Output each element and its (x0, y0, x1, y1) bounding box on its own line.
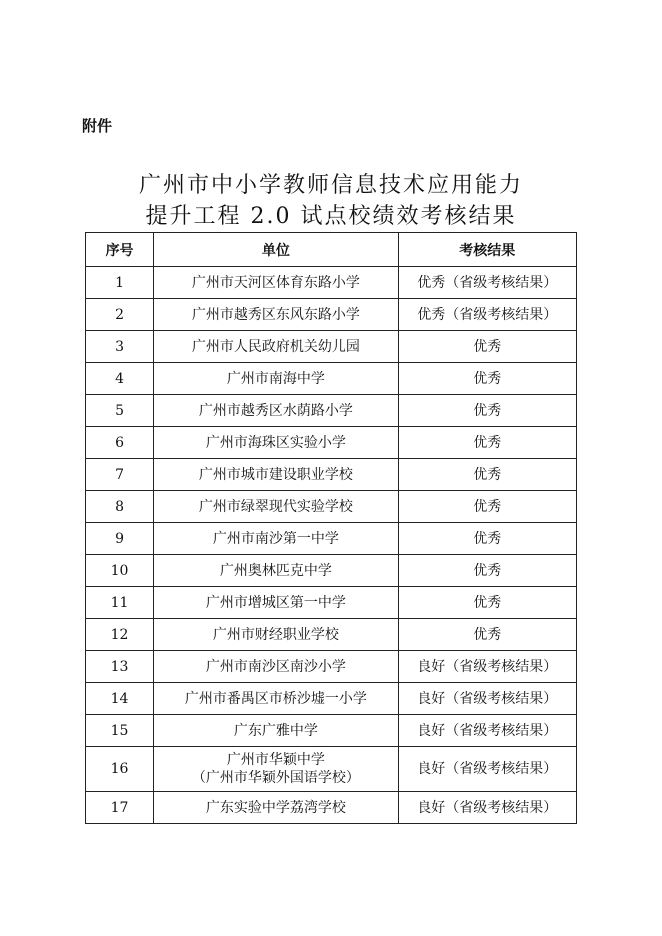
row-unit: 广东实验中学荔湾学校 (154, 792, 398, 824)
table-row (86, 619, 577, 651)
table-row (86, 792, 577, 824)
row-unit-line-1: 广州市华颖中学 (226, 752, 325, 768)
row-result: 优秀（省级考核结果） (398, 299, 576, 331)
row-number: 5 (86, 395, 154, 427)
row-result: 优秀 (398, 427, 576, 459)
row-unit: 广州市越秀区水荫路小学 (154, 395, 398, 427)
row-number: 16 (86, 747, 154, 792)
row-number: 9 (86, 523, 154, 555)
table-row (86, 715, 577, 747)
row-number: 11 (86, 587, 154, 619)
row-result: 优秀 (398, 363, 576, 395)
row-number: 7 (86, 459, 154, 491)
row-unit: 广州市番禺区市桥沙墟一小学 (154, 683, 398, 715)
row-result: 良好（省级考核结果） (398, 792, 576, 824)
table-row (86, 651, 577, 683)
row-result: 优秀 (398, 491, 576, 523)
row-unit: 广州市人民政府机关幼儿园 (154, 331, 398, 363)
table-row (86, 267, 577, 299)
row-number: 13 (86, 651, 154, 683)
row-result: 优秀 (398, 587, 576, 619)
row-unit: 广州市城市建设职业学校 (154, 459, 398, 491)
row-unit: 广州市财经职业学校 (154, 619, 398, 651)
header-result: 考核结果 (398, 233, 576, 267)
row-unit: 广州市南沙第一中学 (154, 523, 398, 555)
row-result: 优秀 (398, 331, 576, 363)
results-table (85, 232, 577, 824)
row-unit: 广州市南沙区南沙小学 (154, 651, 398, 683)
row-unit-line-2: （广州市华颖外国语学校） (191, 770, 360, 786)
row-unit: 广州市南海中学 (154, 363, 398, 395)
row-result: 优秀 (398, 459, 576, 491)
row-result: 良好（省级考核结果） (398, 747, 576, 792)
row-unit: 广州市绿翠现代实验学校 (154, 491, 398, 523)
row-result: 优秀 (398, 523, 576, 555)
row-result: 优秀 (398, 555, 576, 587)
row-unit: 广东广雅中学 (154, 715, 398, 747)
row-number: 3 (86, 331, 154, 363)
row-unit: 广州市天河区体育东路小学 (154, 267, 398, 299)
row-unit: 广州奥林匹克中学 (154, 555, 398, 587)
table-row (86, 523, 577, 555)
table-row (86, 331, 577, 363)
row-number: 8 (86, 491, 154, 523)
table-header (86, 233, 577, 267)
table-row (86, 747, 577, 792)
row-number: 15 (86, 715, 154, 747)
row-number: 4 (86, 363, 154, 395)
row-number: 12 (86, 619, 154, 651)
table-row (86, 459, 577, 491)
row-number: 6 (86, 427, 154, 459)
table-row (86, 555, 577, 587)
attachment-label: 附件 (82, 117, 113, 135)
table-row (86, 683, 577, 715)
row-result: 良好（省级考核结果） (398, 715, 576, 747)
row-number: 2 (86, 299, 154, 331)
row-number: 17 (86, 792, 154, 824)
table-row (86, 299, 577, 331)
header-number: 序号 (86, 233, 154, 267)
table-body (86, 267, 577, 824)
row-result: 优秀（省级考核结果） (398, 267, 576, 299)
row-result: 良好（省级考核结果） (398, 683, 576, 715)
header-unit: 单位 (154, 233, 398, 267)
table-row (86, 587, 577, 619)
table-row (86, 395, 577, 427)
table-row (86, 491, 577, 523)
header-row (86, 233, 577, 267)
row-unit: 广州市越秀区东风东路小学 (154, 299, 398, 331)
table-row (86, 363, 577, 395)
document-title-line-2: 提升工程 2.0 试点校绩效考核结果 (145, 204, 517, 229)
row-result: 优秀 (398, 619, 576, 651)
row-unit: 广州市海珠区实验小学 (154, 427, 398, 459)
row-result: 良好（省级考核结果） (398, 651, 576, 683)
row-result: 优秀 (398, 395, 576, 427)
row-unit (154, 747, 398, 792)
row-number: 10 (86, 555, 154, 587)
document-title-line-1: 广州市中小学教师信息技术应用能力 (138, 173, 523, 198)
table-row (86, 427, 577, 459)
row-number: 14 (86, 683, 154, 715)
row-unit: 广州市增城区第一中学 (154, 587, 398, 619)
row-number: 1 (86, 267, 154, 299)
